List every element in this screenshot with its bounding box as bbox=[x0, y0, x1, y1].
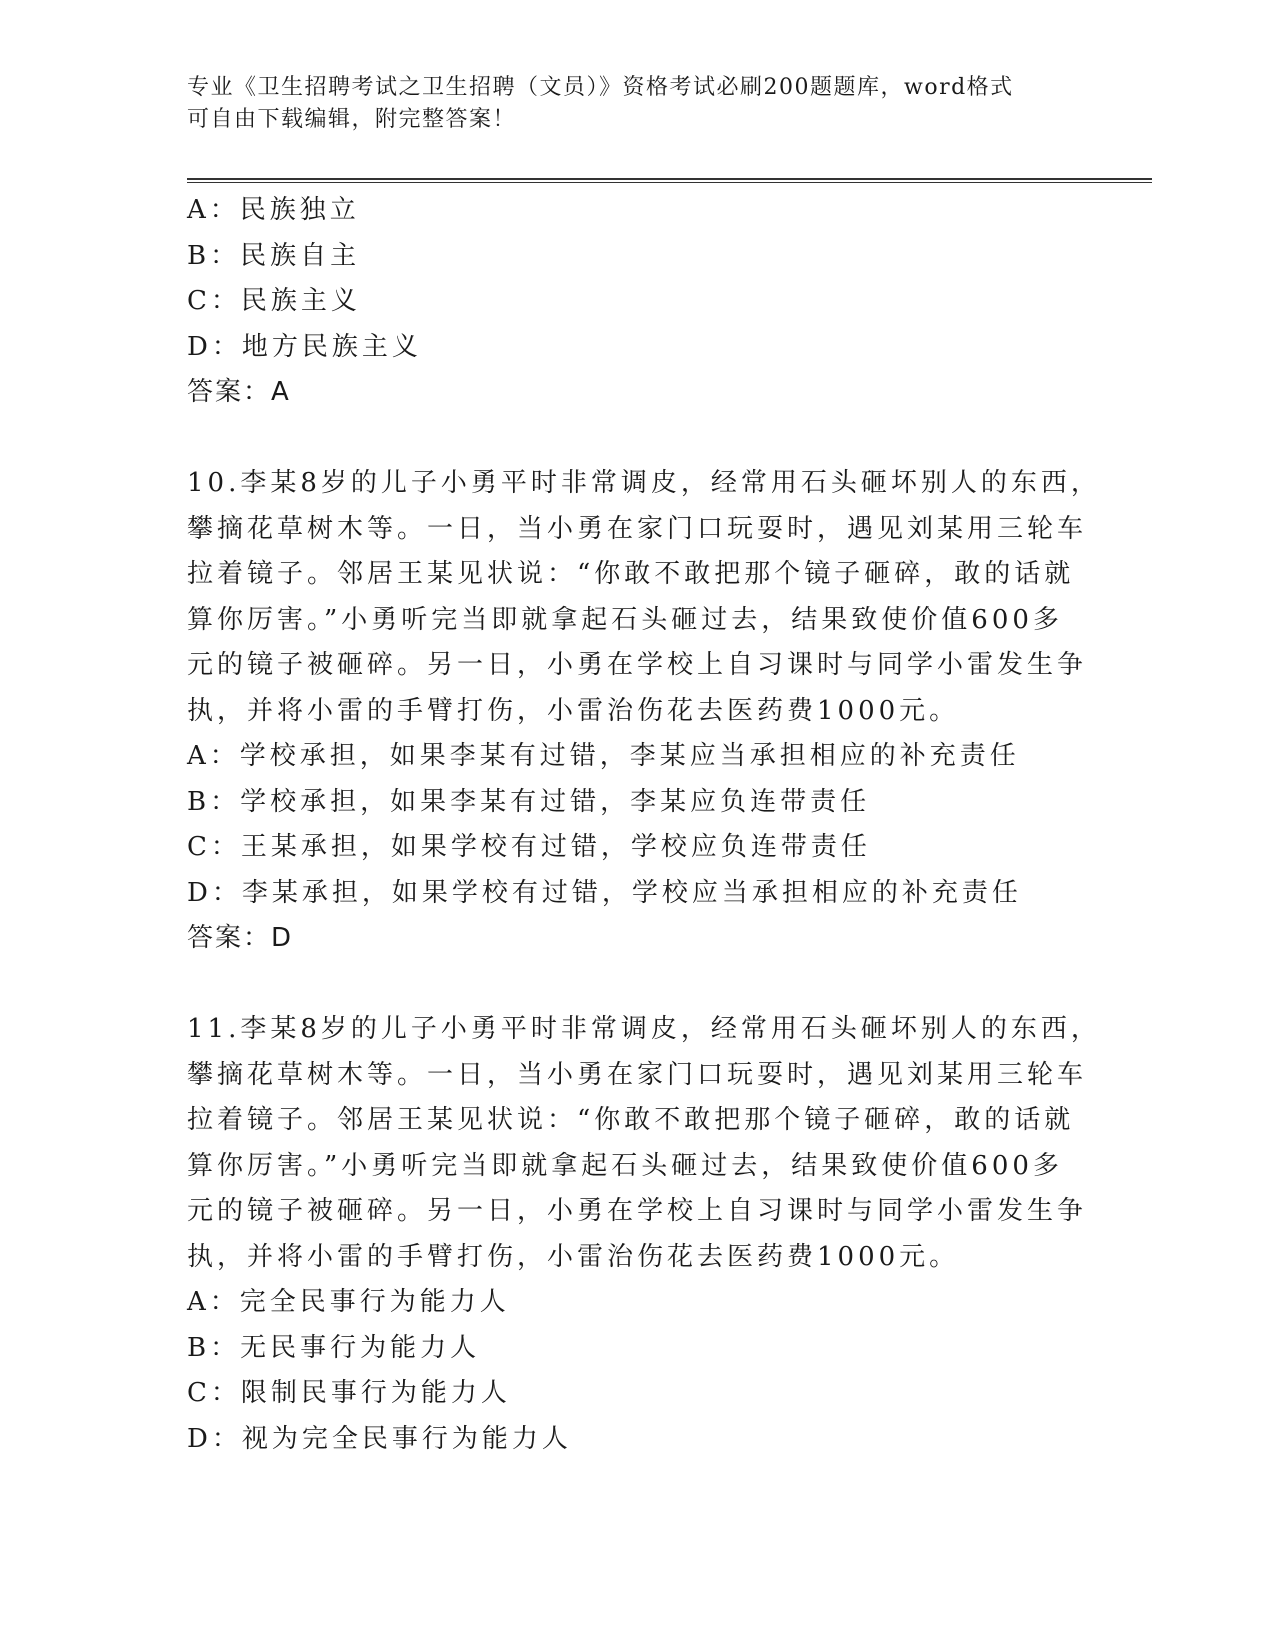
question-stem-line: 拉着镜子。邻居王某见状说：“你敢不敢把那个镜子砸碎，敢的话就 bbox=[187, 559, 1075, 589]
option-b: B：民族自主 bbox=[187, 240, 361, 271]
question-stem-line: 元的镜子被砸碎。另一日，小勇在学校上自习课时与同学小雷发生争 bbox=[187, 650, 1088, 680]
question-stem-line: 算你厉害。”小勇听完当即就拿起石头砸过去，结果致使价值600多 bbox=[187, 1150, 1063, 1181]
option-b: B：无民事行为能力人 bbox=[187, 1332, 481, 1363]
option-d: D：李某承担，如果学校有过错，学校应当承担相应的补充责任 bbox=[187, 877, 1022, 908]
question-stem-line: 拉着镜子。邻居王某见状说：“你敢不敢把那个镜子砸碎，敢的话就 bbox=[187, 1105, 1075, 1135]
option-a: A：学校承担，如果李某有过错，李某应当承担相应的补充责任 bbox=[187, 741, 1020, 771]
question-stem-line: 执，并将小雷的手臂打伤，小雷治伤花去医药费1000元。 bbox=[187, 1241, 960, 1272]
answer-line: 答案：D bbox=[187, 923, 294, 953]
spacer bbox=[187, 962, 1067, 1008]
option-a: A：完全民事行为能力人 bbox=[187, 1287, 510, 1317]
option-d: D：视为完全民事行为能力人 bbox=[187, 1423, 572, 1454]
question-stem-line: 11.李某8岁的儿子小勇平时非常调皮，经常用石头砸坏别人的东西， bbox=[187, 1014, 1101, 1044]
option-c: C：王某承担，如果学校有过错，学校应负连带责任 bbox=[187, 832, 871, 862]
question-stem-line: 元的镜子被砸碎。另一日，小勇在学校上自习课时与同学小雷发生争 bbox=[187, 1196, 1088, 1226]
option-a: A：民族独立 bbox=[187, 195, 360, 225]
option-b: B：学校承担，如果李某有过错，李某应负连带责任 bbox=[187, 786, 871, 817]
header-divider bbox=[187, 178, 1152, 183]
question-stem-line: 10.李某8岁的儿子小勇平时非常调皮，经常用石头砸坏别人的东西， bbox=[187, 468, 1101, 498]
question-9 bbox=[187, 188, 1067, 416]
document-header bbox=[187, 72, 1067, 136]
question-stem-line: 算你厉害。”小勇听完当即就拿起石头砸过去，结果致使价值600多 bbox=[187, 604, 1063, 635]
option-d: D：地方民族主义 bbox=[187, 331, 422, 362]
header-line-1: 专业《卫生招聘考试之卫生招聘（文员）》资格考试必刷200题题库，word格式 bbox=[187, 75, 1014, 100]
header-line-2: 可自由下载编辑，附完整答案！ bbox=[187, 107, 517, 132]
question-stem-line: 攀摘花草树木等。一日，当小勇在家门口玩耍时，遇见刘某用三轮车 bbox=[187, 1059, 1088, 1090]
question-stem-line: 攀摘花草树木等。一日，当小勇在家门口玩耍时，遇见刘某用三轮车 bbox=[187, 513, 1088, 544]
question-11 bbox=[187, 1007, 1101, 1462]
spacer bbox=[187, 416, 1067, 462]
answer-line: 答案：A bbox=[187, 377, 291, 407]
option-c: C：限制民事行为能力人 bbox=[187, 1378, 511, 1408]
question-content bbox=[187, 188, 1101, 1462]
question-10 bbox=[187, 461, 1101, 962]
option-c: C：民族主义 bbox=[187, 286, 361, 316]
question-stem-line: 执，并将小雷的手臂打伤，小雷治伤花去医药费1000元。 bbox=[187, 695, 960, 726]
